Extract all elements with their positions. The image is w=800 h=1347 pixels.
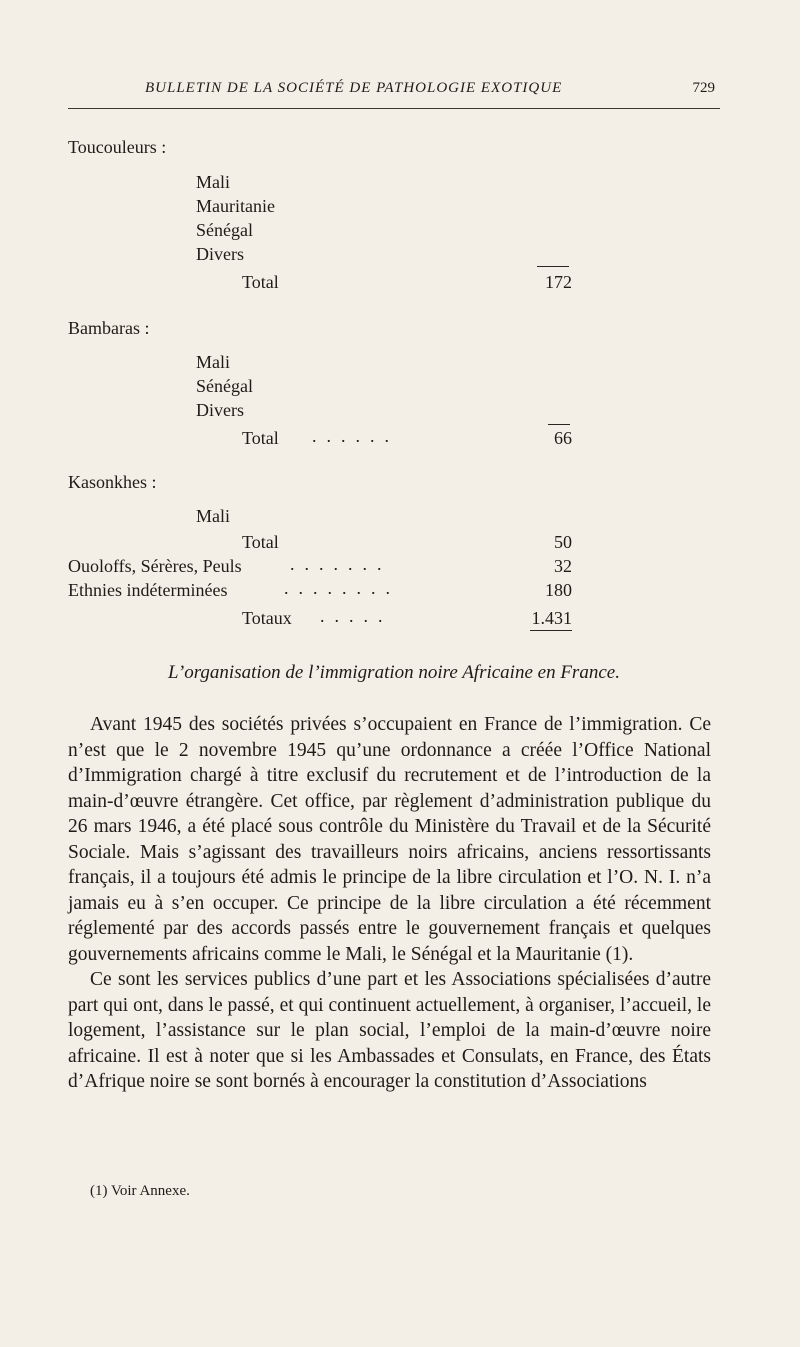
total-value: 66 [554,428,572,448]
table-row-label: Mauritanie [196,196,275,216]
header-rule [68,108,720,109]
section-title: L’organisation de l’immigration noire Africaine en France. [168,662,620,683]
table-row-value: 32 [554,556,572,576]
leader-dots: ........ [284,578,400,598]
table-row-value: 180 [545,580,572,600]
grand-total-underline [530,630,572,631]
paragraph: Avant 1945 des sociétés privées s’occupaient en France de l’immigration. Ce n’est que le 2 novembre 1945 qu’une ordonnance a créée l’Office National d’Immigration chargé à titre exclusif du recrutement et de l’introduction de la main-d’œuvre étrangère. Cet office, par règlement d’administration publique du 26 mars 1946, a été placé sous contrôle du Ministère du Travail et de la Sécurité Sociale. Mais s’agissant des travailleurs noirs africains, anciens ressortissants français, il a toujours été admis le principe de la libre circulation et l’O. N. I. n’a jamais eu à s’en occuper. Ce principe de la libre circulation a été récemment réglementé par des accords passés entre le gouvernement français et quelques gouvernements africains comme le Mali, le Sénégal et la Mauritanie (1). [68,714,711,965]
running-header [145,80,715,97]
table-row-label: Sénégal [196,376,253,396]
group-label-kasonkhes: Kasonkhes : [68,472,157,492]
table-row-label: Mali [196,506,230,526]
total-value: 172 [545,272,572,292]
leader-dots: ....... [290,554,392,574]
table-row-label: Mali [196,352,230,372]
total-underline [537,266,569,267]
group-label-toucouleurs: Toucouleurs : [68,137,167,157]
grand-total-value: 1.431 [531,608,572,628]
table-row-label-ethnies: Ethnies indéterminées [68,580,228,600]
table-row-label: Sénégal [196,220,253,240]
total-underline [548,424,570,425]
leader-dots: ...... [312,426,399,446]
total-label: Total [242,532,279,552]
total-label: Total [242,428,279,448]
total-label: Total [242,272,279,292]
body-text [68,712,711,1095]
table-row-label: Divers [196,244,244,264]
journal-title: BULLETIN DE LA SOCIÉTÉ DE PATHOLOGIE EXOTIQUE [145,80,563,96]
table-row-label: Divers [196,400,244,420]
table-row-label-ouoloffs: Ouoloffs, Sérères, Peuls [68,556,242,576]
footnote: (1) Voir Annexe. [90,1183,190,1199]
group-label-bambaras: Bambaras : [68,318,150,338]
page-number: 729 [692,80,715,96]
grand-total-label: Totaux [242,608,292,628]
table-row-label: Mali [196,172,230,192]
paragraph: Ce sont les services publics d’une part et les Associations spécialisées d’autre part qui ont, dans le passé, et qui continuent actuellement, à organiser, l’accueil, le logement, l’assistance sur le plan social, l’emploi de la main-d’œuvre noire africaine. Il est à noter que si les Ambassades et Consulats, en France, des États d’Afrique noire se sont bornés à encourager la constitution d’Associations [68,969,711,1092]
total-value: 50 [554,532,572,552]
leader-dots: ..... [320,606,393,626]
